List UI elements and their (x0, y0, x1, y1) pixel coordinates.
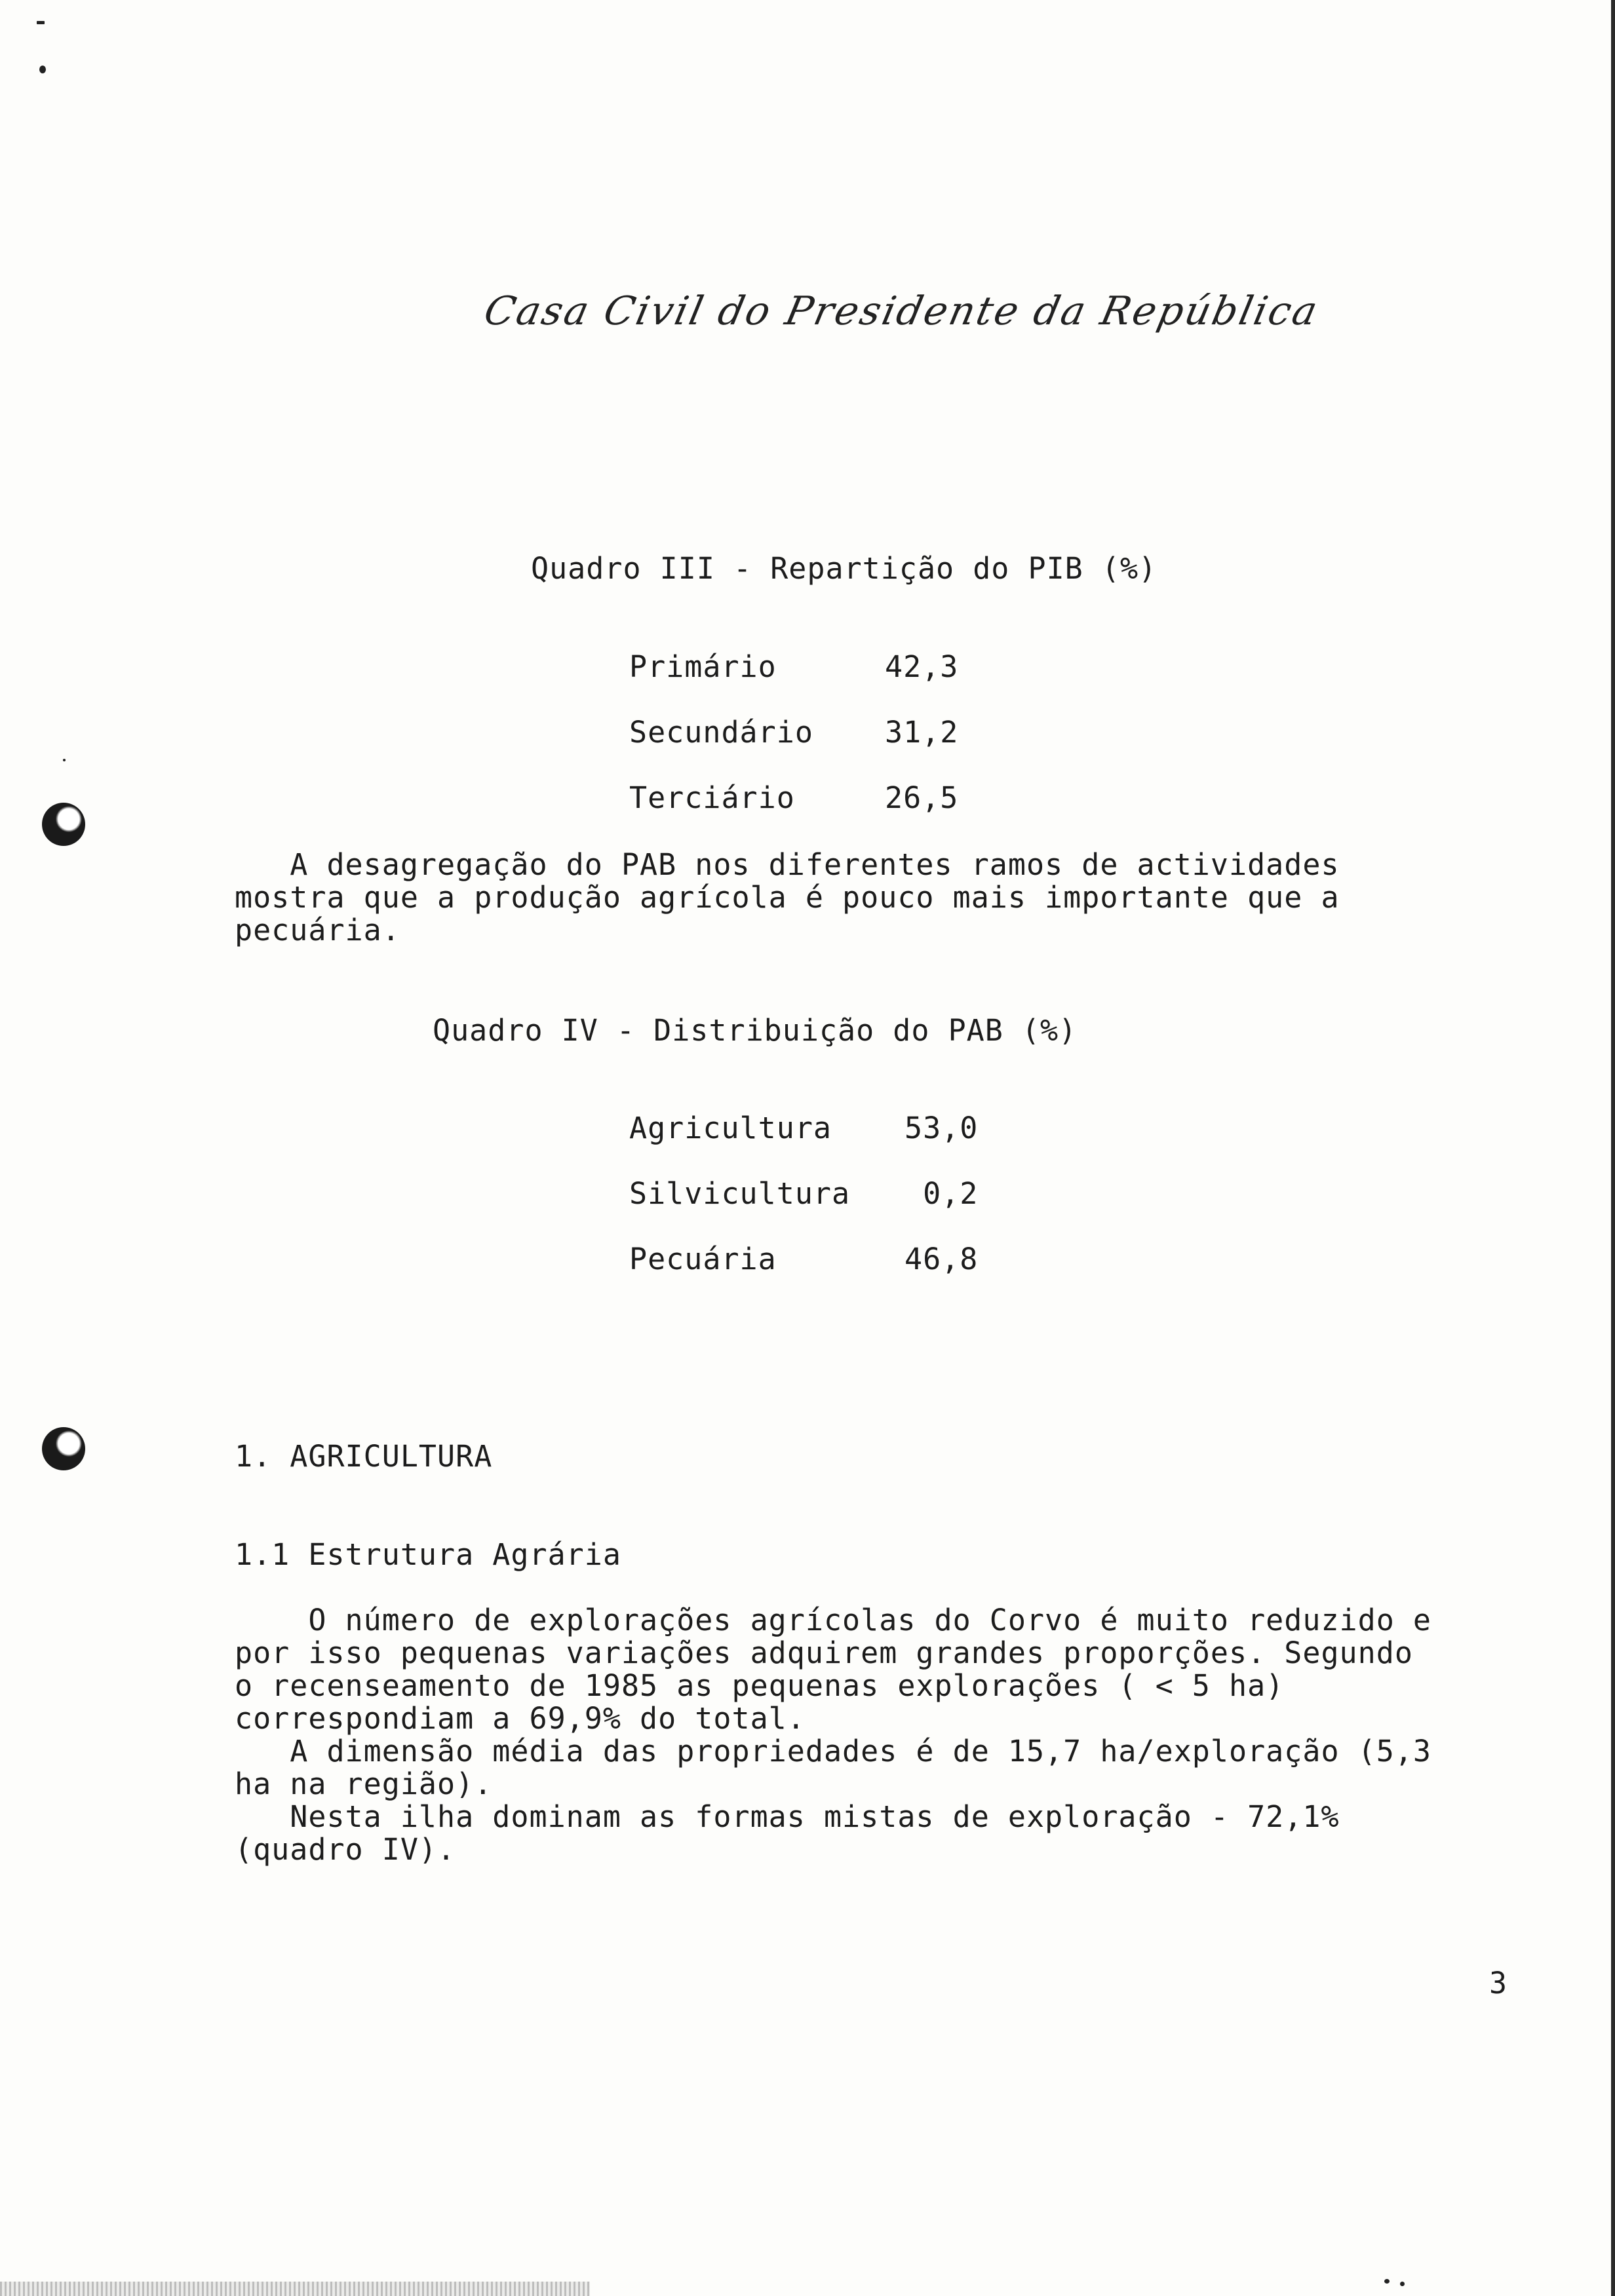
punch-hole (42, 1427, 85, 1470)
table-row-label: Pecuária (629, 1242, 777, 1276)
table-row-value: 42,3 (885, 649, 959, 684)
quadro-iii-title: Quadro III - Repartição do PIB (%) (531, 551, 1158, 586)
paragraph-estrutura-agraria (235, 1604, 1513, 1866)
quadro-iv-title: Quadro IV - Distribuição do PAB (%) (433, 1013, 1078, 1048)
table-row-label: Secundário (629, 715, 813, 750)
text-line: correspondiam a 69,9% do total. (235, 1701, 806, 1736)
scan-strip (0, 2282, 590, 2296)
table-row-value: 0,2 (905, 1176, 979, 1211)
table-row-label: Agricultura (629, 1111, 832, 1145)
section-heading-estrutura-agraria: 1.1 Estrutura Agrária (235, 1537, 621, 1572)
page-number: 3 (1489, 1966, 1508, 2000)
paragraph-pab-desagregacao (235, 849, 1513, 947)
table-row-label: Primário (629, 649, 777, 684)
table-row-value: 46,8 (905, 1242, 979, 1276)
text-line: (quadro IV). (235, 1832, 456, 1867)
scan-speck (37, 21, 45, 24)
section-heading-agricultura: 1. AGRICULTURA (235, 1439, 493, 1474)
scan-edge (1611, 0, 1615, 2296)
text-line: o recenseamento de 1985 as pequenas explorações ( < 5 ha) (235, 1668, 1285, 1703)
table-row-value: 31,2 (885, 715, 959, 750)
text-line: por isso pequenas variações adquirem grandes proporções. Segundo (235, 1636, 1413, 1670)
table-row-label: Terciário (629, 780, 795, 815)
text-line: mostra que a produção agrícola é pouco mais importante que a (235, 880, 1340, 915)
scan-speck (1384, 2279, 1390, 2284)
text-line: A dimensão média das propriedades é de 15,7 ha/exploração (5,3 (235, 1734, 1431, 1769)
scan-speck (39, 66, 46, 73)
punch-hole (42, 803, 85, 846)
table-row-label: Silvicultura (629, 1176, 851, 1211)
text-line: ha na região). (235, 1767, 493, 1801)
text-line: pecuária. (235, 913, 400, 947)
table-row-value: 26,5 (885, 780, 959, 815)
text-line: A desagregação do PAB nos diferentes ramos de actividades (235, 847, 1340, 882)
text-line: Nesta ilha dominam as formas mistas de exploração - 72,1% (235, 1799, 1340, 1834)
scan-speck (1400, 2282, 1405, 2286)
table-row-value: 53,0 (905, 1111, 979, 1145)
text-line: O número de explorações agrícolas do Corvo é muito reduzido e (235, 1603, 1431, 1637)
letterhead: Casa Civil do Presidente da República (480, 288, 1323, 334)
scan-speck (63, 759, 66, 761)
